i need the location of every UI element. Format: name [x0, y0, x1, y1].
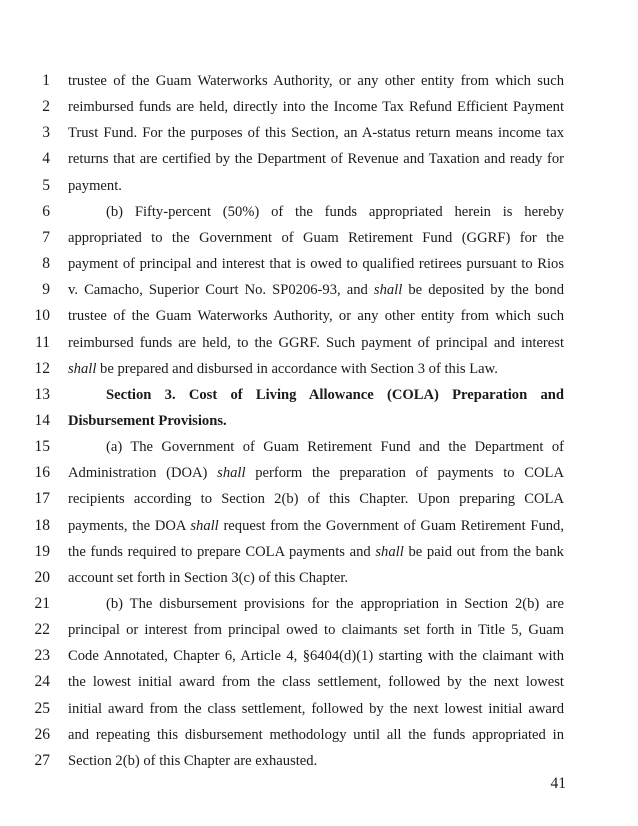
line-text — [68, 460, 564, 486]
italic-term: shall — [190, 517, 219, 534]
line-number: 14 — [34, 411, 50, 429]
line-text — [68, 408, 564, 434]
text-line — [0, 722, 638, 748]
line-text — [68, 277, 564, 303]
text-line — [0, 199, 638, 225]
line-text — [106, 382, 564, 408]
text-run: payments, the DOA — [68, 517, 191, 534]
text-run: initial award from the class settlement, followed by the next lowest initial award — [68, 700, 564, 717]
line-number: 3 — [42, 124, 50, 142]
line-text — [68, 173, 564, 199]
line-text — [106, 591, 564, 617]
line-text — [68, 748, 564, 774]
line-number: 2 — [42, 98, 50, 116]
line-number: 1 — [42, 72, 50, 89]
text-run: v. Camacho, Superior Court No. SP0206-93, and — [68, 282, 374, 299]
text-run: be deposited by the bond — [402, 282, 564, 299]
line-text — [68, 617, 564, 643]
line-number: 13 — [34, 385, 50, 403]
line-text — [68, 539, 564, 565]
line-text — [68, 68, 564, 94]
text-run: (b) Fifty-percent (50%) of the funds appropriated herein is hereby — [106, 203, 564, 220]
line-text — [106, 199, 564, 225]
text-run: request from the Government of Guam Retirement Fund, — [218, 517, 564, 534]
text-run: trustee of the Guam Waterworks Authority, or any other entity from which such — [68, 308, 564, 325]
text-line — [0, 382, 638, 408]
text-run: returns that are certified by the Department of Revenue and Taxation and ready for — [68, 151, 564, 168]
bold-heading: Section 3. Cost of Living Allowance (COLA) Preparation and — [106, 386, 564, 403]
text-run: be prepared and disbursed in accordance with Section 3 of this Law. — [96, 360, 498, 377]
text-run: (b) The disbursement provisions for the appropriation in Section 2(b) are — [106, 596, 564, 612]
line-text — [68, 225, 564, 251]
line-text — [68, 643, 564, 669]
text-run: be paid out from the bank — [403, 543, 564, 560]
line-number: 20 — [34, 568, 50, 586]
text-line — [0, 748, 638, 774]
line-text — [68, 120, 564, 146]
line-number: 18 — [34, 516, 50, 534]
text-run: principal or interest from principal owed to claimants set forth in Title 5, Guam — [68, 622, 564, 639]
line-number: 10 — [34, 307, 50, 325]
text-run: Code Annotated, Chapter 6, Article 4, §6404(d)(1) starting with the claimant with — [68, 648, 564, 665]
text-run: recipients according to Section 2(b) of this Chapter. Upon preparing COLA — [68, 491, 564, 508]
line-number: 17 — [34, 490, 50, 508]
page-number: 41 — [550, 775, 566, 792]
line-text — [68, 251, 564, 277]
text-line — [0, 408, 638, 434]
text-run: account set forth in Section 3(c) of this Chapter. — [68, 569, 349, 586]
line-text — [68, 146, 564, 172]
line-number: 6 — [42, 202, 50, 220]
text-line — [0, 539, 638, 565]
text-line — [0, 173, 638, 199]
line-text — [68, 356, 564, 382]
line-number: 24 — [34, 673, 50, 691]
text-line — [0, 486, 638, 512]
text-line — [0, 277, 638, 303]
text-run: appropriated to the Government of Guam Retirement Fund (GGRF) for the — [68, 229, 564, 246]
line-text — [106, 434, 564, 460]
line-number: 7 — [42, 228, 50, 246]
text-line — [0, 356, 638, 382]
text-run: payment. — [68, 177, 122, 194]
text-line — [0, 225, 638, 251]
text-run: reimbursed funds are held, to the GGRF. Such payment of principal and interest — [68, 334, 564, 351]
text-run: Trust Fund. For the purposes of this Section, an A-status return means income tax — [68, 125, 564, 142]
text-line — [0, 146, 638, 172]
line-text — [68, 722, 564, 748]
text-line — [0, 460, 638, 486]
line-text — [68, 513, 564, 539]
text-run: reimbursed funds are held, directly into the Income Tax Refund Efficient Payment — [68, 99, 564, 116]
text-run: trustee of the Guam Waterworks Authority, or any other entity from which such — [68, 73, 564, 89]
line-text — [68, 696, 564, 722]
text-line — [0, 68, 638, 94]
text-run: Administration (DOA) — [68, 465, 218, 482]
line-number: 12 — [34, 359, 50, 377]
bold-heading: Disbursement Provisions. — [68, 412, 227, 429]
line-number: 9 — [42, 281, 50, 299]
line-number: 16 — [34, 464, 50, 482]
text-run: the funds required to prepare COLA payments and — [68, 543, 376, 560]
line-number: 4 — [42, 150, 50, 168]
line-number: 23 — [34, 647, 50, 665]
line-number: 8 — [42, 255, 50, 273]
line-text — [68, 669, 564, 695]
text-run: payment of principal and interest that is owed to qualified retirees pursuant to Rios — [68, 256, 564, 273]
line-text — [68, 565, 564, 591]
text-line — [0, 120, 638, 146]
line-number: 19 — [34, 542, 50, 560]
text-line — [0, 251, 638, 277]
text-run: (a) The Government of Guam Retirement Fund and the Department of — [106, 439, 564, 456]
line-number: 22 — [34, 621, 50, 639]
text-line — [0, 565, 638, 591]
text-run: and repeating this disbursement methodology until all the funds appropriated in — [68, 726, 564, 743]
text-line — [0, 617, 638, 643]
text-line — [0, 94, 638, 120]
line-number: 26 — [34, 725, 50, 743]
line-number: 11 — [35, 333, 50, 351]
line-number: 25 — [34, 699, 50, 717]
text-run: Section 2(b) of this Chapter are exhausted. — [68, 752, 318, 769]
italic-term: shall — [375, 543, 404, 560]
italic-term: shall — [217, 465, 246, 482]
line-number: 15 — [34, 438, 50, 456]
line-number: 5 — [42, 176, 50, 194]
text-line — [0, 513, 638, 539]
line-text — [68, 303, 564, 329]
text-line — [0, 696, 638, 722]
line-text — [68, 486, 564, 512]
text-line — [0, 643, 638, 669]
text-run: perform the preparation of payments to COLA — [245, 465, 564, 482]
text-run: the lowest initial award from the class settlement, followed by the next lowest — [68, 674, 564, 691]
text-line — [0, 434, 638, 460]
text-line — [0, 303, 638, 329]
italic-term: shall — [68, 360, 97, 377]
italic-term: shall — [373, 282, 403, 299]
line-number: 27 — [34, 751, 50, 769]
line-text — [68, 330, 564, 356]
text-line — [0, 591, 638, 617]
line-text — [68, 94, 564, 120]
line-number: 21 — [34, 595, 50, 612]
text-line — [0, 669, 638, 695]
text-line — [0, 330, 638, 356]
